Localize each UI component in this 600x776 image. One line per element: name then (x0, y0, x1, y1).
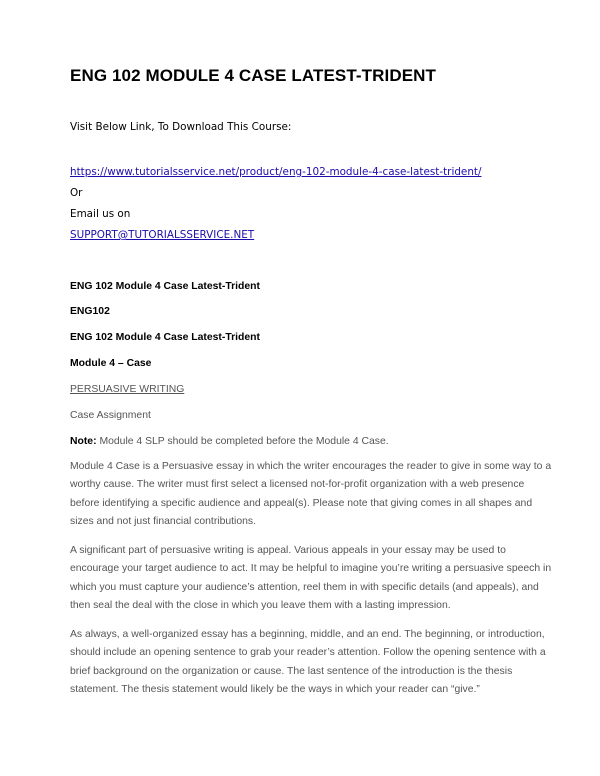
paragraph-line: before identifying a specific audience and appeal(s). Please note that giving comes in all shapes and (70, 497, 533, 509)
paragraph-line: sizes and not just financial contributions. (70, 516, 256, 528)
visit-text: Visit Below Link, To Download This Course: (70, 121, 292, 133)
document-title: ENG 102 MODULE 4 CASE LATEST-TRIDENT (70, 66, 436, 85)
note-label: Note: (70, 436, 97, 447)
paragraph-line: then seal the deal with the close in which you leave them with a lasting impression. (70, 600, 451, 612)
paragraph-1 (70, 458, 552, 532)
paragraph-line: should include an opening sentence to grab your reader’s attention. Follow the opening sentence with a (70, 647, 546, 659)
section-title: PERSUASIVE WRITING (70, 384, 185, 395)
assignment-label: Case Assignment (70, 410, 151, 421)
note-text: Module 4 SLP should be completed before the Module 4 Case. (96, 436, 389, 447)
or-text: Or (70, 187, 83, 199)
course-link[interactable]: https://www.tutorialsservice.net/product/eng-102-module-4-case-latest-trident/ (70, 166, 482, 178)
module-label: Module 4 – Case (70, 358, 152, 369)
paragraph-line: which you must capture your audience’s attention, reel them in with specific details (and appeals), and (70, 581, 539, 593)
heading-2: ENG 102 Module 4 Case Latest-Trident (70, 332, 260, 343)
paragraph-line: encourage your target audience to act. It may be helpful to imagine you’re writing a persuasive speech in (70, 563, 552, 575)
paragraph-3 (70, 626, 546, 700)
paragraph-line: brief background on the organization or cause. The last sentence of the introduction is the thesis (70, 665, 513, 677)
paragraph-2 (70, 542, 552, 616)
paragraph-line: As always, a well-organized essay has a beginning, middle, and an end. The beginning, or introduction, (70, 629, 545, 640)
email-label: Email us on (70, 208, 131, 220)
paragraph-line: worthy cause. The writer must first select a licensed not-for-profit organization with a web presence (70, 479, 525, 491)
paragraph-line: Module 4 Case is a Persuasive essay in which the writer encourages the reader to give in some way to a (70, 461, 552, 472)
paragraph-line: statement. The thesis statement would likely be the ways in which your reader can “give.” (70, 684, 480, 696)
paragraph-line: A significant part of persuasive writing is appeal. Various appeals in your essay may be used to (70, 545, 506, 556)
course-code: ENG102 (70, 306, 110, 317)
note-line (70, 436, 389, 447)
email-link[interactable]: SUPPORT@TUTORIALSSERVICE.NET (70, 229, 255, 241)
heading-1: ENG 102 Module 4 Case Latest-Trident (70, 281, 260, 292)
